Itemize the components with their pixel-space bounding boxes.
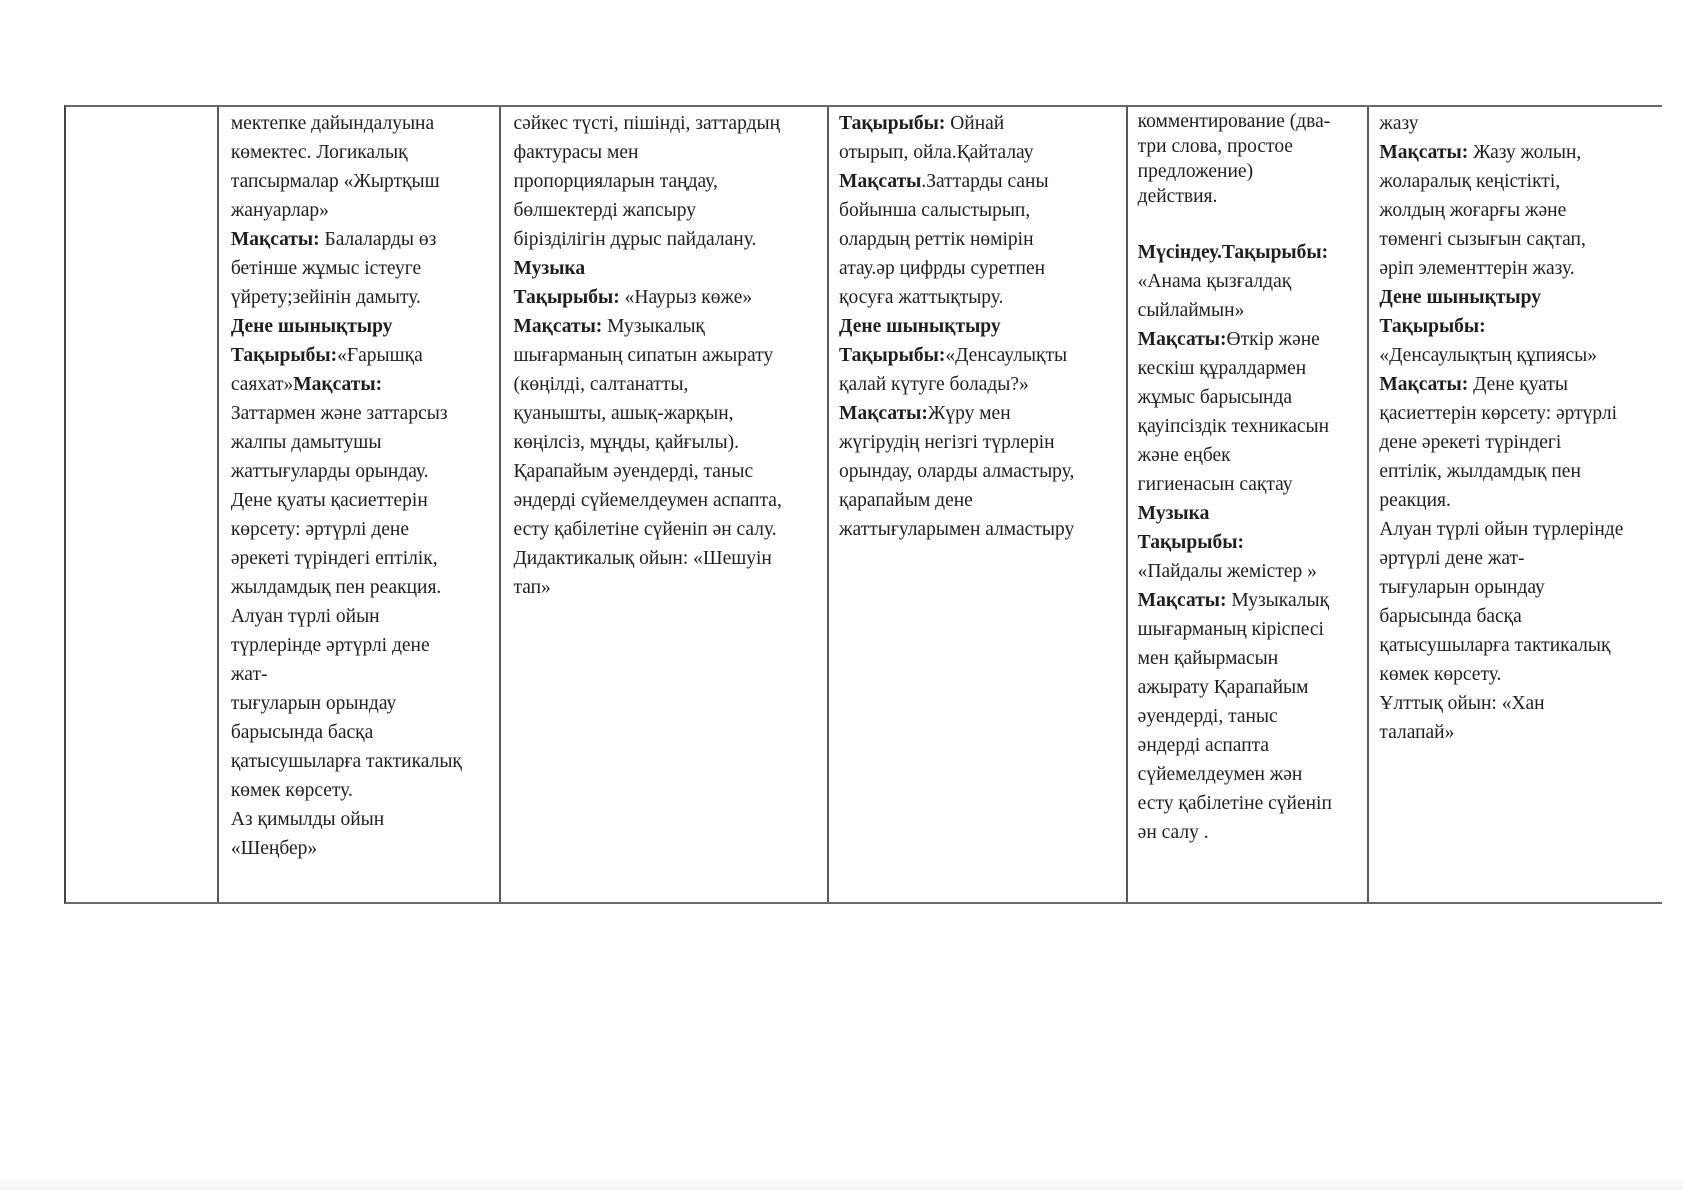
text-line: Аз қимылды ойын (230, 809, 385, 830)
goal-label: Мақсаты: (1379, 374, 1469, 395)
goal-label: Мақсаты: (839, 403, 928, 424)
text-line: фактурасы мен (513, 142, 639, 163)
topic-text: Ойнай (945, 113, 1005, 134)
text-line: жазу (1379, 113, 1419, 134)
goal-line (1138, 586, 1362, 615)
text-line: ептілік, жылдамдық пен (1379, 461, 1581, 482)
goal-label: Мақсаты: (1137, 590, 1227, 611)
text-line: три слова, простое (1137, 136, 1293, 157)
topic-label: Тақырыбы: (513, 287, 620, 308)
goal-label: Мақсаты: (1379, 142, 1469, 163)
text-line: және еңбек (1137, 445, 1231, 466)
text-line: гигиенасын сақтау (1137, 474, 1293, 495)
text-line: сыйлаймын» (1137, 300, 1245, 321)
text-line: жануарлар» (230, 200, 329, 221)
text-line: реакция. (1379, 490, 1451, 511)
text-line: пропорцияларын таңдау, (513, 171, 718, 192)
table-cell-day-2 (501, 107, 829, 902)
text-line: тапсырмалар «Жыртқыш (230, 171, 440, 192)
topic-label: Тақырыбы: (1379, 316, 1486, 337)
spacer (1138, 209, 1362, 238)
text-line: үйрету;зейінін дамыту. (230, 287, 421, 308)
text-line: дене әрекеті түріндегі (1379, 432, 1562, 453)
goal-line (839, 399, 1120, 428)
text-line: көмек көрсету. (230, 780, 353, 801)
goal-line (513, 312, 821, 341)
text-line: әрекеті түріндегі ептілік, (230, 548, 438, 569)
table-cell-day-3 (829, 107, 1128, 902)
text-line: бірізділігін дұрыс пайдалану. (513, 229, 757, 250)
section-heading: Дене шынықтыру (839, 316, 1001, 337)
section-heading: Дене шынықтыру (230, 316, 393, 337)
text-line: көңілсіз, мұңды, қайғылы). (513, 432, 739, 453)
topic-text: «Денсаулықты (945, 345, 1068, 366)
goal-text: Өткір және (1226, 329, 1320, 350)
table-cell-day-4 (1128, 107, 1370, 902)
text-line: действия. (1137, 186, 1218, 207)
text-line: «Анама қызғалдақ (1137, 271, 1292, 292)
topic-text: саяхат» (230, 374, 294, 395)
topic-line (231, 341, 494, 370)
text-line: шығарманың сипатын ажырату (513, 345, 774, 366)
text-line: жалпы дамытушы (230, 432, 382, 453)
text-line: бөлшектерді жапсыру (513, 200, 696, 221)
table-cell-day-5 (1369, 107, 1662, 902)
text-line: «Шеңбер» (230, 838, 318, 859)
goal-text: .Заттарды саны (921, 171, 1049, 192)
text-line: атау.әр цифрды суретпен (839, 258, 1046, 279)
section-heading: Музыка (513, 258, 586, 279)
goal-line (1379, 370, 1656, 399)
table-cell-day-1 (219, 107, 502, 902)
text-line: жұмыс барысында (1137, 387, 1293, 408)
text-line: Заттармен және заттарсыз (230, 403, 448, 424)
goal-text: Дене қуаты (1468, 374, 1568, 395)
text-line: есту қабілетіне сүйеніп ән салу. (513, 519, 777, 540)
text-line: қасиеттерін көрсету: әртүрлі (1379, 403, 1618, 424)
text-line: жаттығуларды орындау. (230, 461, 429, 482)
text-line: барысында басқа (230, 722, 374, 743)
text-line: әндерді аспапта (1137, 735, 1270, 756)
text-line: (көңілді, салтанатты, (513, 374, 689, 395)
text-line: орындау, оларды алмастыру, (839, 461, 1075, 482)
text-line: Қарапайым әуендерді, таныс (513, 461, 754, 482)
text-line: қуанышты, ашық-жарқын, (513, 403, 734, 424)
goal-line (231, 225, 494, 254)
goal-line (1379, 138, 1656, 167)
text-line: сүйемелдеумен жән (1137, 764, 1303, 785)
text-line: әуендерді, таныс (1137, 706, 1278, 727)
text-line: жылдамдық пен реакция. (230, 577, 442, 598)
topic-label: Тақырыбы: (839, 113, 946, 134)
text-line: отырып, ойла.Қайталау (839, 142, 1034, 163)
goal-line (1138, 325, 1362, 354)
goal-label: Мақсаты: (513, 316, 603, 337)
text-line: талапай» (1379, 722, 1455, 743)
text-line: Алуан түрлі ойын түрлерінде (1379, 519, 1624, 540)
lesson-plan-table (64, 105, 1662, 904)
text-line: қарапайым дене (839, 490, 973, 511)
goal-label: Мақсаты: (293, 374, 383, 395)
goal-text: Музыкалық (1226, 590, 1330, 611)
goal-text: Балаларды өз (319, 229, 437, 250)
topic-line (839, 341, 1120, 370)
text-line: Алуан түрлі ойын (230, 606, 380, 627)
text-line: кескіш құралдармен (1137, 358, 1307, 379)
text-line: көрсету: әртүрлі дене (230, 519, 410, 540)
topic-label: Тақырыбы: (839, 345, 946, 366)
topic-line (231, 370, 494, 399)
text-line: әріп элементтерін жазу. (1379, 258, 1575, 279)
text-line: жолдың жоғарғы және (1379, 200, 1567, 221)
text-line: тығуларын орындау (230, 693, 397, 714)
table-cell-empty (66, 107, 219, 902)
text-line: қауіпсіздік техникасын (1137, 416, 1330, 437)
text-line: мектепке дайындалуына (230, 113, 435, 134)
text-line: ән салу . (1137, 822, 1209, 843)
goal-text: Жазу жолын, (1468, 142, 1582, 163)
text-line: қосуға жаттықтыру. (839, 287, 1004, 308)
text-line: әртүрлі дене жат- (1379, 548, 1525, 569)
topic-text: «Денсаулықтың құпиясы» (1379, 345, 1598, 366)
goal-label: Мақсаты (839, 171, 922, 192)
topic-text: «Ғарышқа (337, 345, 423, 366)
text-line: барысында басқа (1379, 606, 1522, 627)
topic-line (839, 109, 1120, 138)
goal-line (839, 167, 1120, 196)
goal-text: Музыкалық (602, 316, 705, 337)
text-line: мен қайырмасын (1137, 648, 1279, 669)
topic-text: «Наурыз көже» (619, 287, 753, 308)
text-line: түрлерінде әртүрлі дене (230, 635, 430, 656)
text-line: жүгірудің негізгі түрлерін (839, 432, 1055, 453)
text-line: бойынша салыстырып, (839, 200, 1031, 221)
text-line: жоларалық кеңістікті, (1379, 171, 1561, 192)
text-line: жаттығуларымен алмастыру (839, 519, 1075, 540)
text-line: Ұлттық ойын: «Хан (1379, 693, 1545, 714)
topic-line (513, 283, 821, 312)
section-heading: Дене шынықтыру (1379, 287, 1541, 308)
text-line: төменгі сызығын сақтап, (1379, 229, 1586, 250)
text-line: қатысушыларға тактикалық (1379, 635, 1611, 656)
text-line: олардың реттік нөмірін (839, 229, 1034, 250)
text-line: жат- (230, 664, 268, 685)
text-line: бетінше жұмыс істеуге (230, 258, 422, 279)
text-line: көмек көрсету. (1379, 664, 1502, 685)
text-line: предложение) (1137, 161, 1254, 182)
scan-edge-shadow (0, 1176, 1683, 1190)
text-line: Дидактикалық ойын: «Шешуін (513, 548, 772, 569)
goal-label: Мақсаты: (1137, 329, 1227, 350)
section-heading: Музыка (1137, 503, 1210, 524)
text-line: ажырату Қарапайым (1137, 677, 1309, 698)
topic-label: Тақырыбы: (1137, 532, 1244, 553)
text-line: тап» (513, 577, 551, 598)
goal-label: Мақсаты: (230, 229, 320, 250)
topic-label: Тақырыбы: (230, 345, 338, 366)
text-line: сәйкес түсті, пішінді, заттардың (513, 113, 781, 134)
text-line: тығуларын орындау (1379, 577, 1545, 598)
text-line: қатысушыларға тактикалық (230, 751, 462, 772)
text-line: Дене қуаты қасиеттерін (230, 490, 428, 511)
text-line: есту қабілетіне сүйеніп (1137, 793, 1332, 814)
goal-text: Жүру мен (927, 403, 1011, 424)
text-line: әндерді сүйемелдеумен аспапта, (513, 490, 782, 511)
text-line: көмектес. Логикалық (230, 142, 408, 163)
topic-text: «Пайдалы жемістер » (1137, 561, 1317, 582)
section-heading: Мүсіндеу.Тақырыбы: (1137, 242, 1329, 263)
text-line: комментирование (два- (1137, 111, 1331, 132)
text-line: шығарманың кіріспесі (1137, 619, 1324, 640)
text-line: қалай күтуге болады?» (839, 374, 1029, 395)
